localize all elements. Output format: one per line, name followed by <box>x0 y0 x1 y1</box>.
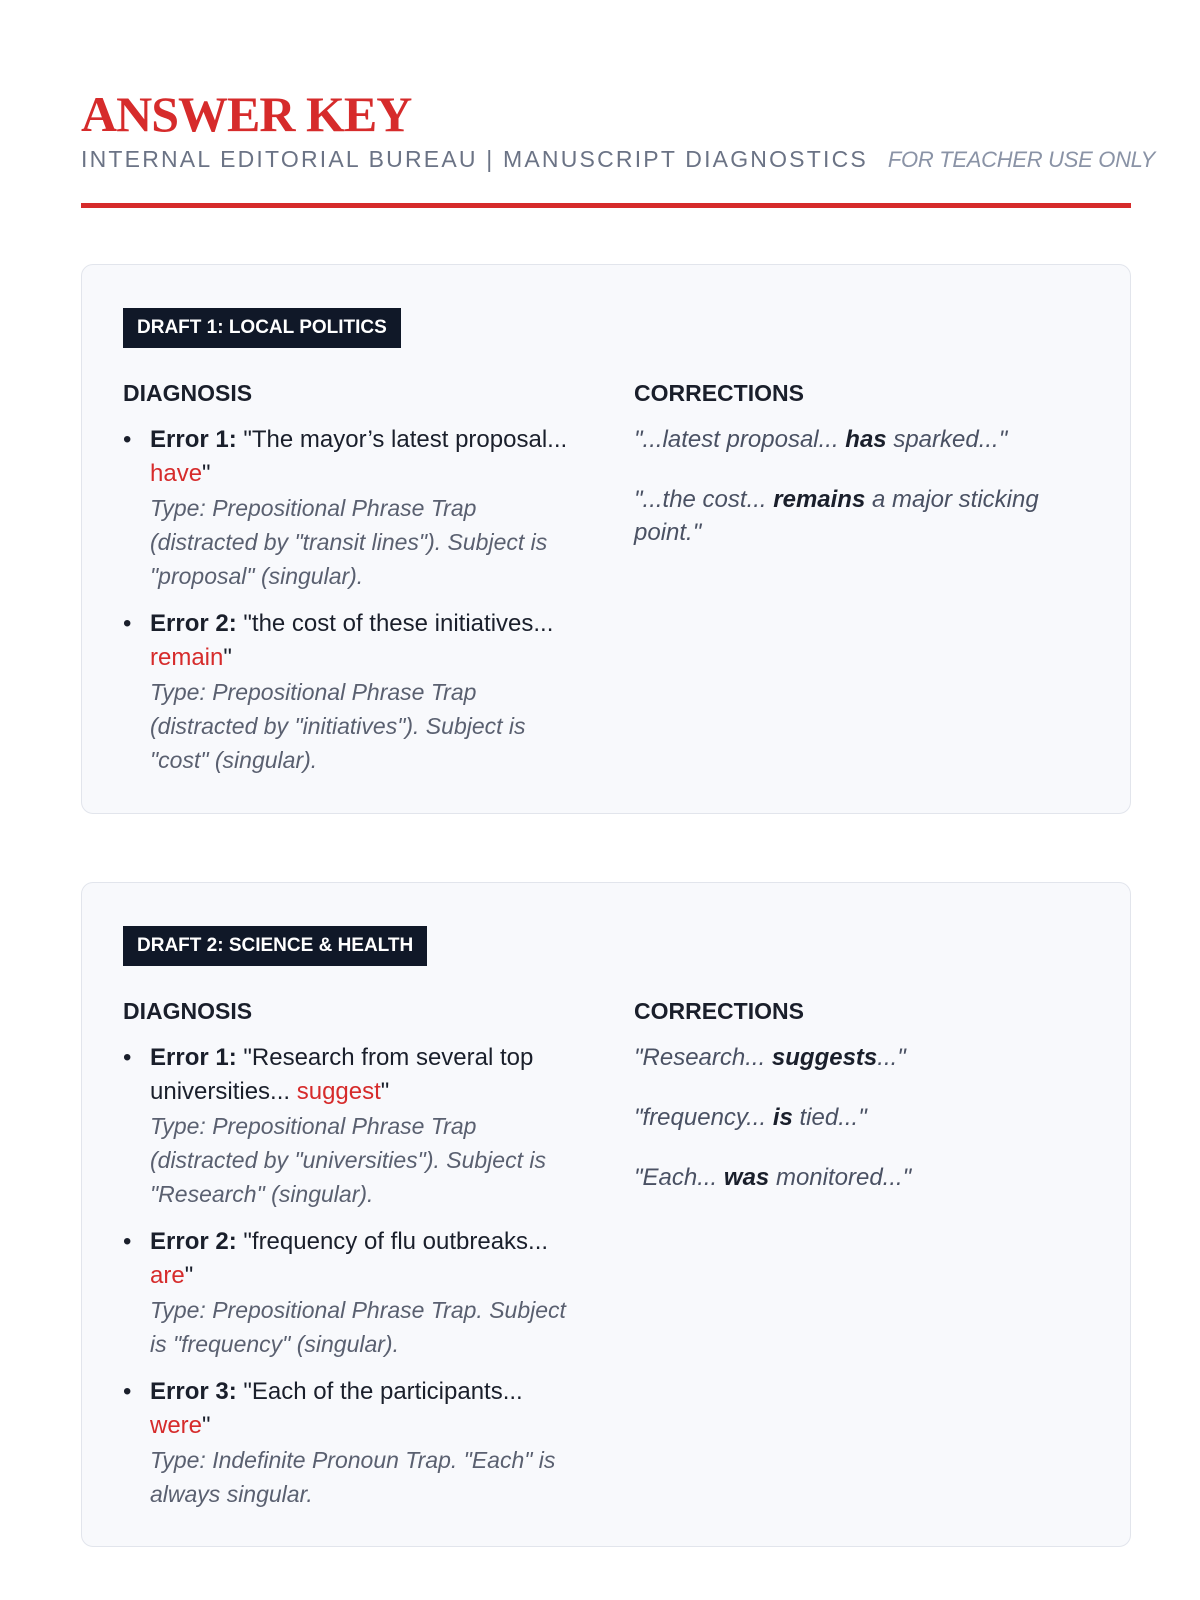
error-item <box>123 1041 583 1211</box>
diagnosis-column <box>123 377 583 791</box>
quote-close: " <box>223 644 232 671</box>
error-quote: "Each of the participants... <box>243 1378 523 1405</box>
error-label: Error 3: <box>150 1378 237 1405</box>
draft-card-2 <box>81 882 1131 1547</box>
bullet-icon: • <box>123 1228 132 1255</box>
quote-close: " <box>202 460 211 487</box>
correction-pre: "...the cost... <box>634 486 774 513</box>
quote-close: " <box>380 1078 390 1105</box>
bullet-icon: • <box>123 610 132 637</box>
error-quote: "The mayor’s latest proposal... <box>243 426 568 453</box>
corrected-verb: suggests <box>771 1044 878 1071</box>
error-line <box>150 607 583 675</box>
diagnosis-heading: DIAGNOSIS <box>123 380 253 406</box>
error-line <box>150 1375 583 1443</box>
subtitle-row <box>81 146 1155 173</box>
draft-label: DRAFT 2: SCIENCE & HEALTH <box>123 926 427 966</box>
correction-post: a major sticking point." <box>634 486 1039 546</box>
correction-list <box>634 1041 1084 1194</box>
error-list <box>123 423 583 777</box>
wrong-verb: remain <box>150 644 224 671</box>
corrected-verb: is <box>772 1104 793 1131</box>
error-quote: "the cost of these initiatives... <box>243 610 554 637</box>
correction-post: monitored..." <box>769 1164 912 1191</box>
error-line <box>150 423 583 491</box>
bureau-subtitle: INTERNAL EDITORIAL BUREAU | MANUSCRIPT DIAGNOSTICS <box>81 146 868 172</box>
correction-pre: "frequency... <box>634 1104 773 1131</box>
error-type: Type: Indefinite Pronoun Trap. "Each" is always singular. <box>150 1447 556 1507</box>
corrections-column <box>634 377 1084 576</box>
error-label: Error 2: <box>150 1228 237 1255</box>
corrections-heading: CORRECTIONS <box>634 998 804 1024</box>
correction-item <box>634 1041 1084 1074</box>
error-type: Type: Prepositional Phrase Trap (distracted by "transit lines"). Subject is "proposal" (singular). <box>150 495 548 589</box>
correction-post: sparked..." <box>886 426 1008 453</box>
error-item <box>123 423 583 593</box>
teacher-use-note: FOR TEACHER USE ONLY <box>887 147 1155 172</box>
error-item <box>123 607 583 777</box>
error-type: Type: Prepositional Phrase Trap (distracted by "universities"). Subject is "Research" (singular). <box>150 1113 546 1207</box>
correction-post: tied..." <box>792 1104 867 1131</box>
quote-close: " <box>184 1262 194 1289</box>
error-label: Error 1: <box>150 1044 237 1071</box>
corrected-verb: was <box>723 1164 770 1191</box>
corrected-verb: has <box>845 426 887 453</box>
wrong-verb: suggest <box>296 1078 381 1105</box>
error-label: Error 2: <box>150 610 237 637</box>
correction-list <box>634 423 1084 549</box>
error-item <box>123 1225 583 1361</box>
correction-item <box>634 423 1084 456</box>
error-type: Type: Prepositional Phrase Trap. Subject is "frequency" (singular). <box>150 1297 566 1357</box>
error-quote: "frequency of flu outbreaks... <box>243 1228 549 1255</box>
bullet-icon: • <box>123 1044 132 1071</box>
error-type: Type: Prepositional Phrase Trap (distracted by "initiatives"). Subject is "cost" (singular). <box>150 679 526 773</box>
draft-label: DRAFT 1: LOCAL POLITICS <box>123 308 401 348</box>
correction-post: ..." <box>877 1044 906 1071</box>
error-list <box>123 1041 583 1511</box>
page-header <box>81 86 1155 173</box>
corrected-verb: remains <box>773 486 866 513</box>
bullet-icon: • <box>123 426 132 453</box>
quote-close: " <box>202 1412 211 1439</box>
page-title: ANSWER KEY <box>81 86 412 142</box>
correction-item <box>634 483 1084 549</box>
diagnosis-heading: DIAGNOSIS <box>123 998 253 1024</box>
correction-item <box>634 1101 1084 1134</box>
error-line <box>150 1041 583 1109</box>
wrong-verb: were <box>150 1412 203 1439</box>
error-line <box>150 1225 583 1293</box>
error-item <box>123 1375 583 1511</box>
correction-pre: "Each... <box>634 1164 724 1191</box>
wrong-verb: are <box>150 1262 185 1289</box>
draft-card-1 <box>81 264 1131 814</box>
error-label: Error 1: <box>150 426 237 453</box>
correction-pre: "Research... <box>634 1044 772 1071</box>
error-quote: "Research from several top universities... <box>150 1044 534 1105</box>
correction-pre: "...latest proposal... <box>634 426 846 453</box>
header-divider <box>81 203 1131 208</box>
corrections-heading: CORRECTIONS <box>634 380 804 406</box>
corrections-column <box>634 995 1084 1221</box>
wrong-verb: have <box>150 460 203 487</box>
bullet-icon: • <box>123 1378 132 1405</box>
correction-item <box>634 1161 1084 1194</box>
diagnosis-column <box>123 995 583 1525</box>
